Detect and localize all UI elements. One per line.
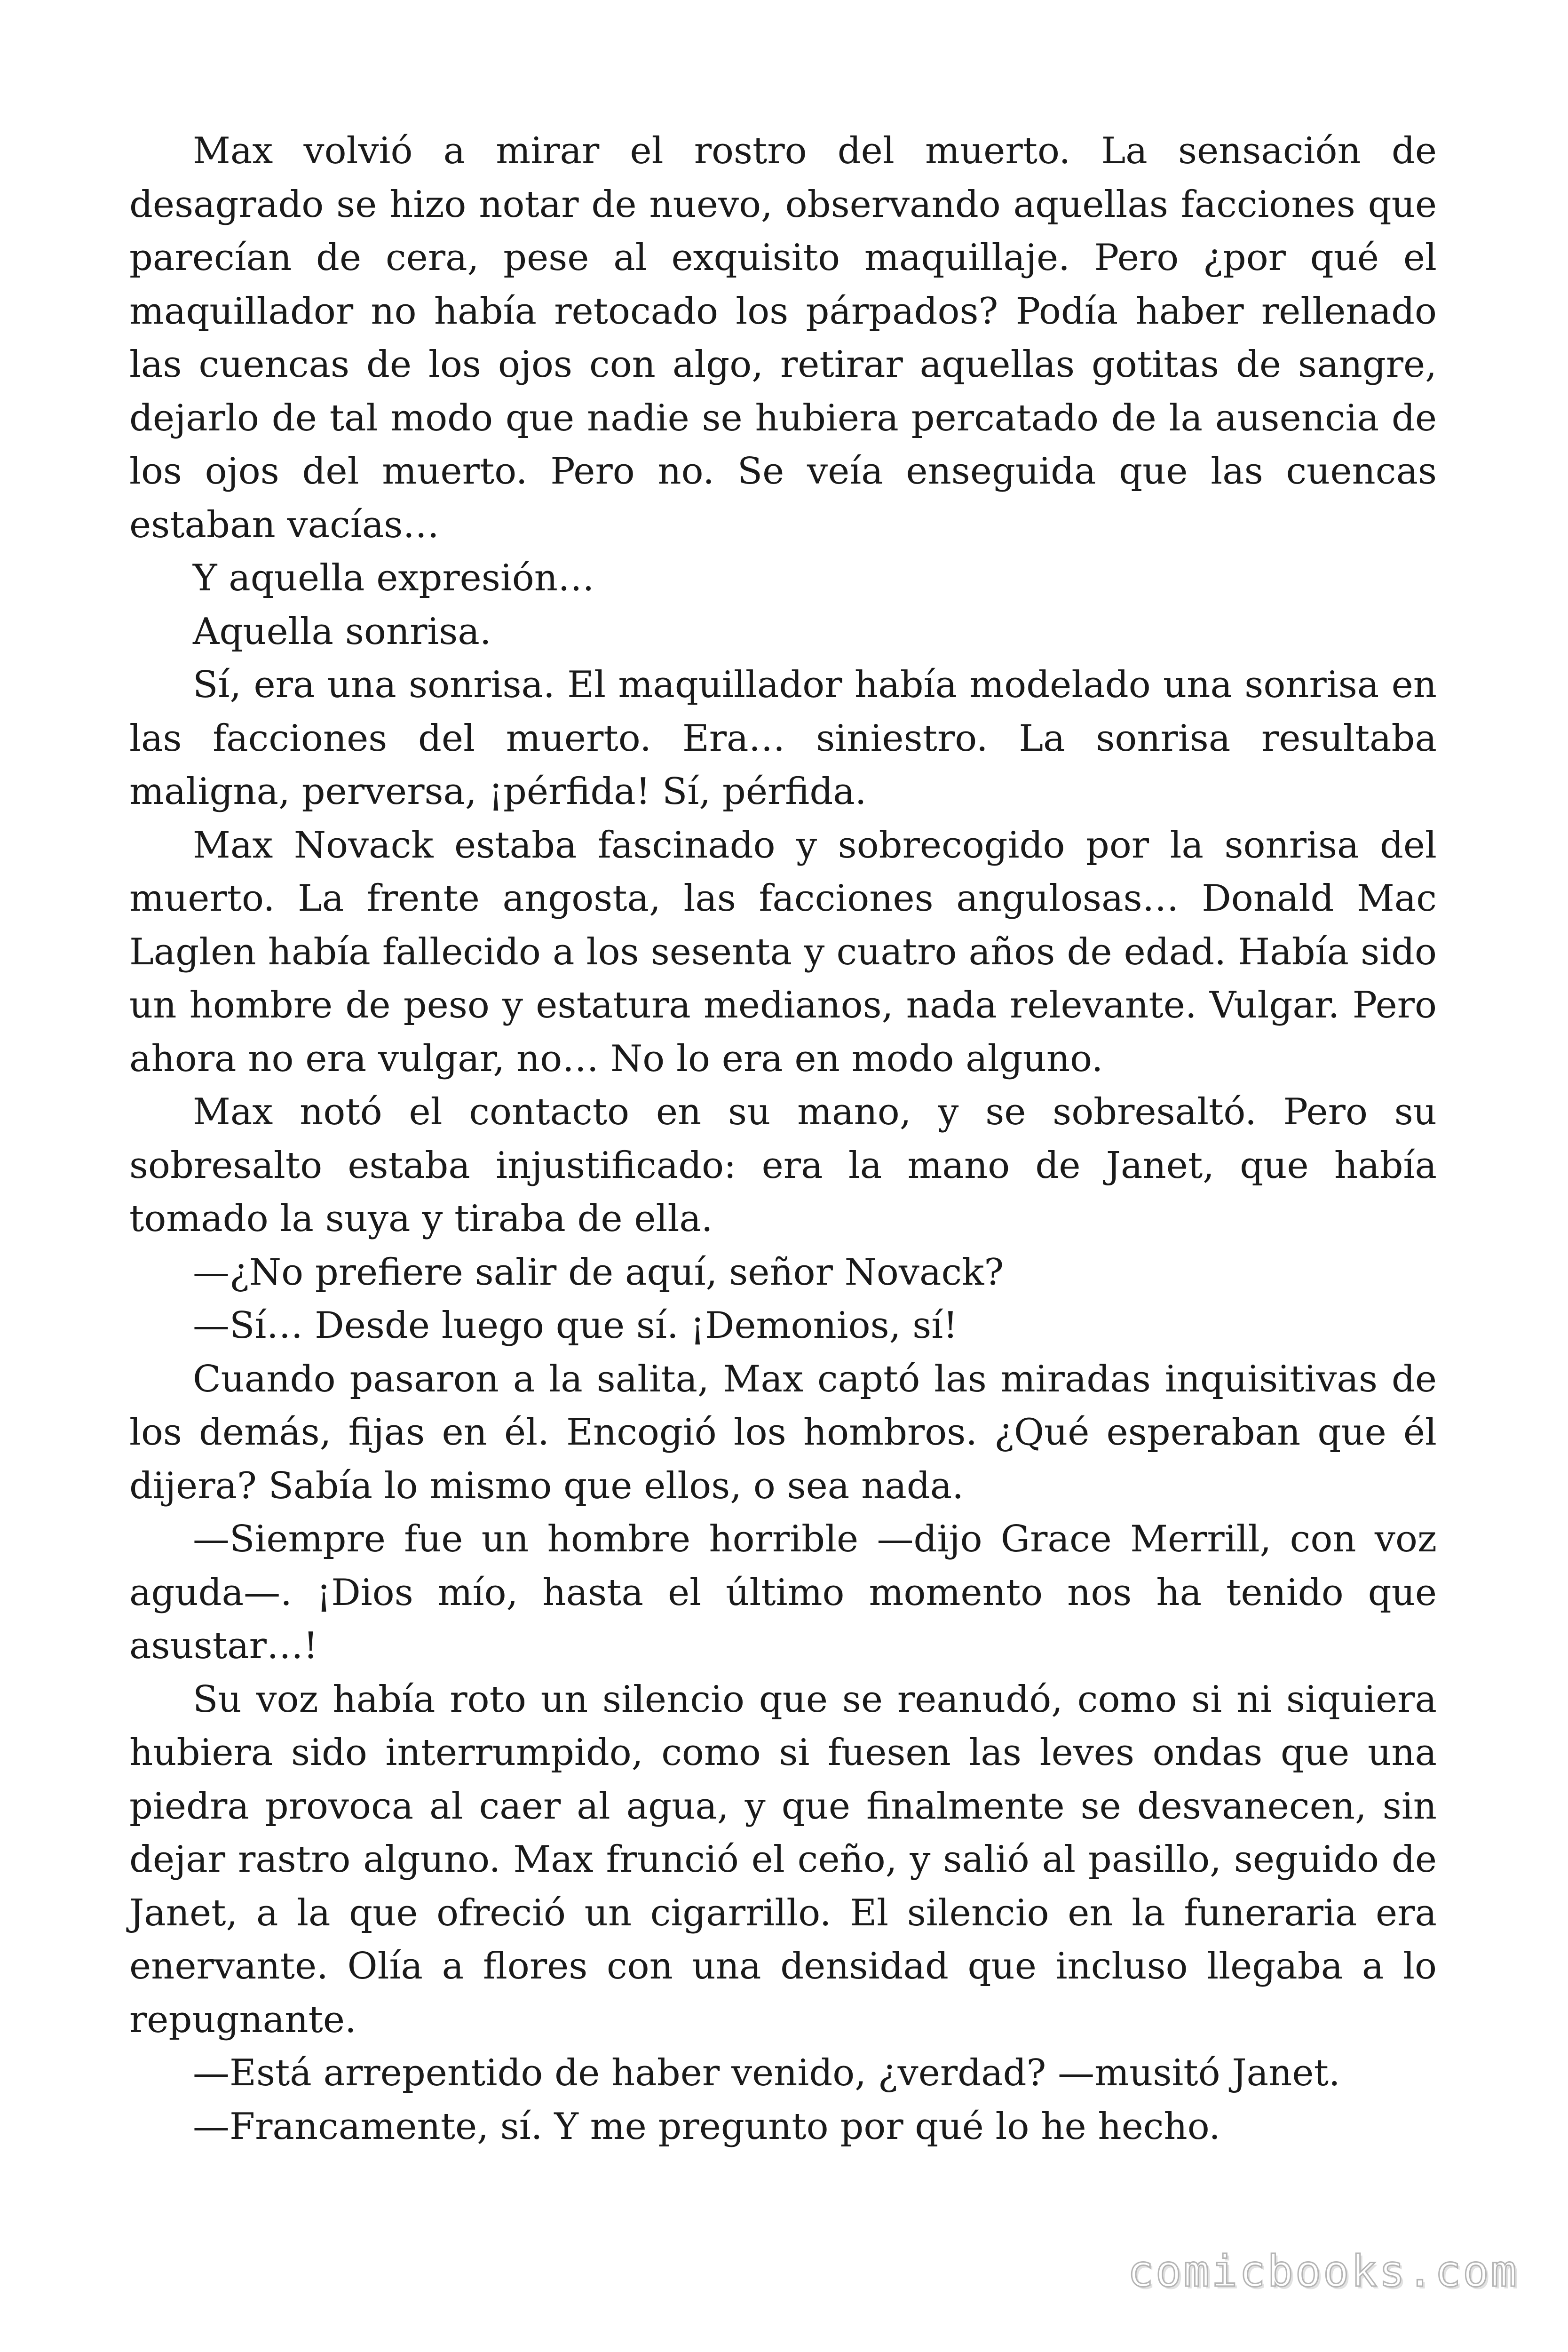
dialogue-line: —Francamente, sí. Y me pregunto por qué lo he hecho. (193, 2105, 1221, 2148)
paragraph: Max notó el contacto en su mano, y se sobresaltó. Pero su sobresalto estaba injustificado: era la mano de Janet, que había tomado la suya y tiraba de ella. (129, 1091, 1437, 1240)
watermark: comicbooks.com (1127, 2246, 1519, 2296)
dialogue-line: —Sí… Desde luego que sí. ¡Demonios, sí! (193, 1304, 958, 1347)
dialogue-line: —Está arrepentido de haber venido, ¿verdad? —musitó Janet. (193, 2052, 1340, 2094)
paragraph: Cuando pasaron a la salita, Max captó las miradas inquisitivas de los demás, fijas en él. Encogió los hombros. ¿Qué esperaban que él dijera? Sabía lo mismo que ellos, o sea nada. (129, 1358, 1437, 1507)
paragraph: Y aquella expresión… (193, 557, 595, 599)
dialogue-line: —Siempre fue un hombre horrible —dijo Grace Merrill, con voz aguda—. ¡Dios mío, hasta el último momento nos ha tenido que asustar…! (129, 1518, 1437, 1667)
paragraph: Aquella sonrisa. (193, 610, 491, 653)
paragraph: Max volvió a mirar el rostro del muerto. La sensación de desagrado se hizo notar de nuevo, observando aquellas facciones que parecían de cera, pese al exquisito maquillaje. Pero ¿por qué el maquillador no había retocado los párpados? Podía haber rellenado las cuencas de los ojos con algo, retirar aquellas gotitas de sangre, dejarlo de tal modo que nadie se hubiera percatado de la ausencia de los ojos del muerto. Pero no. Se veía enseguida que las cuencas estaban vacías… (129, 130, 1437, 546)
paragraph: Su voz había roto un silencio que se reanudó, como si ni siquiera hubiera sido interrumpido, como si fuesen las leves ondas que una piedra provoca al caer al agua, y que finalmente se desvanecen, sin dejar rastro alguno. Max frunció el ceño, y salió al pasillo, seguido de Janet, a la que ofreció un cigarrillo. El silencio en la funeraria era enervante. Olía a flores con una densidad que incluso llegaba a lo repugnante. (129, 1678, 1437, 2041)
body-text (129, 125, 1437, 2153)
paragraph: Sí, era una sonrisa. El maquillador había modelado una sonrisa en las facciones del muerto. Era… siniestro. La sonrisa resultaba maligna, perversa, ¡pérfida! Sí, pérfida. (129, 664, 1437, 813)
dialogue-line: —¿No prefiere salir de aquí, señor Novack? (193, 1251, 1004, 1294)
paragraph: Max Novack estaba fascinado y sobrecogido por la sonrisa del muerto. La frente angosta, las facciones angulosas… Donald Mac Laglen había fallecido a los sesenta y cuatro años de edad. Había sido un hombre de peso y estatura medianos, nada relevante. Vulgar. Pero ahora no era vulgar, no… No lo era en modo alguno. (129, 824, 1437, 1080)
